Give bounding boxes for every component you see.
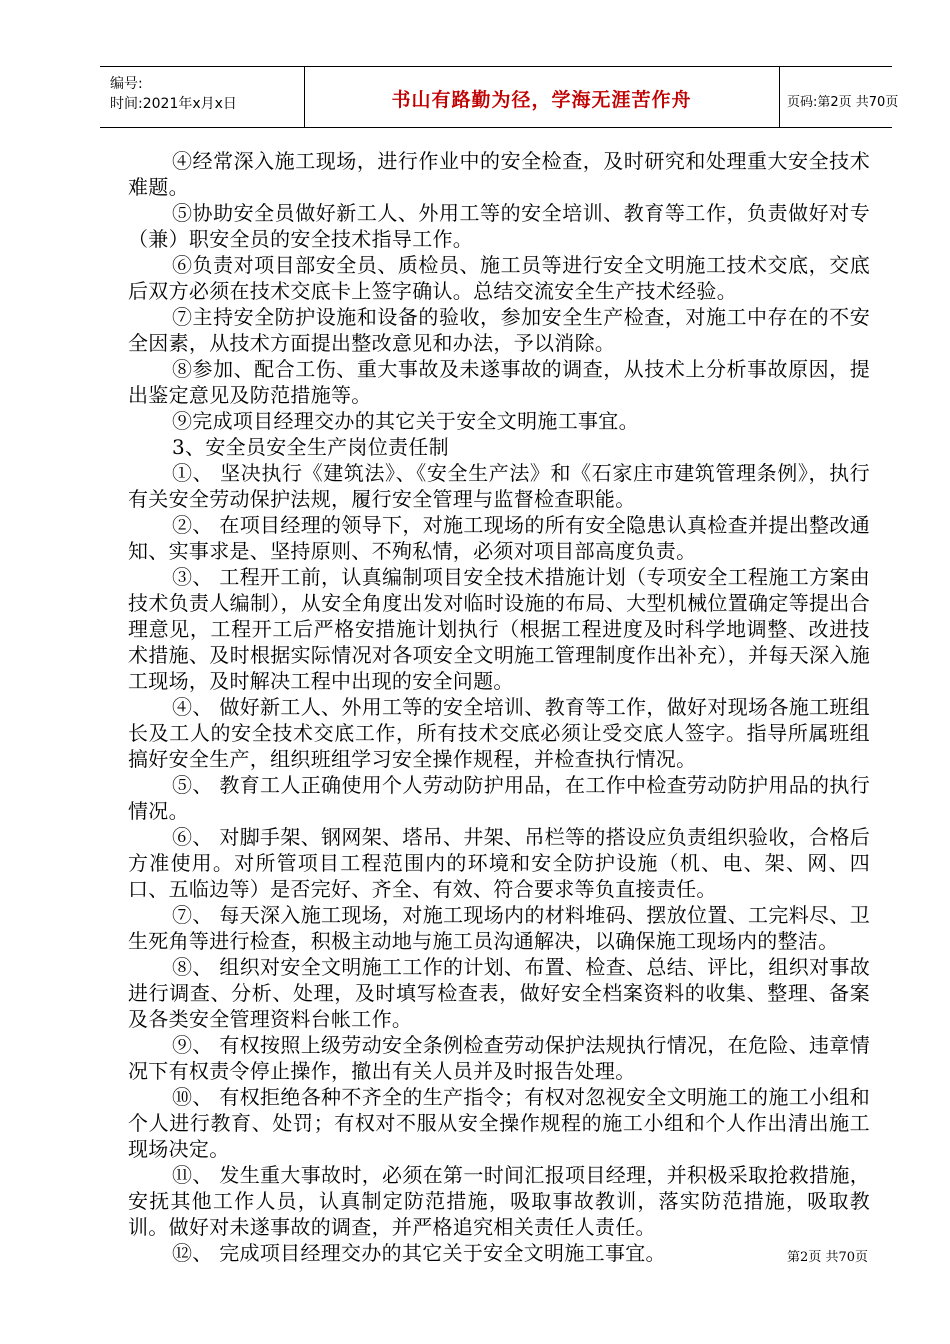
paragraph: ④经常深入施工现场，进行作业中的安全检查，及时研究和处理重大安全技术难题。 (128, 149, 870, 199)
paragraph: ⑦主持安全防护设施和设备的验收，参加安全生产检查，对施工中存在的不安全因素，从技术方面提出整改意见和办法，予以消除。 (128, 305, 870, 355)
paragraph: ⑨完成项目经理交办的其它关于安全文明施工事宜。 (172, 409, 639, 433)
document-number-label: 编号: (110, 76, 143, 92)
header-slogan-cell (304, 67, 780, 127)
paragraph: ⑫、 完成项目经理交办的其它关于安全文明施工事宜。 (172, 1241, 666, 1265)
paragraph: ⑩、 有权拒绝各种不齐全的生产指令；有权对忽视安全文明施工的施工小组和个人进行教育、处罚；有权对不服从安全操作规程的施工小组和个人作出清出施工现场决定。 (128, 1085, 870, 1161)
paragraph: ⑧参加、配合工伤、重大事故及未遂事故的调查，从技术上分析事故原因，提出鉴定意见及防范措施等。 (128, 357, 870, 407)
paragraph: ⑧、 组织对安全文明施工工作的计划、布置、检查、总结、评比，组织对事故进行调查、分析、处理，及时填写检查表，做好安全档案资料的收集、整理、备案及各类安全管理资料台帐工作。 (128, 955, 870, 1031)
header-page-cell (779, 67, 899, 127)
paragraph: ⑦、 每天深入施工现场，对施工现场内的材料堆码、摆放位置、工完料尽、卫生死角等进行检查，积极主动地与施工员沟通解决，以确保施工现场内的整洁。 (128, 903, 870, 953)
document-time-label: 时间:2021年x月x日 (110, 96, 237, 112)
header-meta-cell (100, 67, 305, 127)
header-page-number: 页码:第2页 共70页 (787, 95, 899, 110)
page-header (100, 66, 899, 128)
page-footer-number: 第2页 共70页 (787, 1250, 868, 1265)
header-slogan: 书山有路勤为径，学海无涯苦作舟 (391, 89, 692, 111)
paragraph: ⑤协助安全员做好新工人、外用工等的安全培训、教育等工作，负责做好对专（兼）职安全员的安全技术指导工作。 (128, 201, 870, 251)
paragraph: ②、 在项目经理的领导下，对施工现场的所有安全隐患认真检查并提出整改通知、实事求是、坚持原则、不殉私情，必须对项目部高度负责。 (128, 513, 870, 563)
paragraph: ⑥负责对项目部安全员、质检员、施工员等进行安全文明施工技术交底，交底后双方必须在技术交底卡上签字确认。总结交流安全生产技术经验。 (128, 253, 870, 303)
paragraph: ①、 坚决执行《建筑法》、《安全生产法》和《石家庄市建筑管理条例》，执行有关安全劳动保护法规，履行安全管理与监督检查职能。 (128, 461, 870, 511)
paragraph: ⑨、 有权按照上级劳动安全条例检查劳动保护法规执行情况，在危险、违章情况下有权责令停止操作，撤出有关人员并及时报告处理。 (128, 1033, 870, 1083)
document-body (128, 148, 870, 1266)
paragraph: ④、 做好新工人、外用工等的安全培训、教育等工作，做好对现场各施工班组长及工人的安全技术交底工作，所有技术交底必须让受交底人签字。指导所属班组搞好安全生产，组织班组学习安全操作规程，并检查执行情况。 (128, 695, 870, 771)
paragraph: ③、 工程开工前，认真编制项目安全技术措施计划（专项安全工程施工方案由技术负责人编制），从安全角度出发对临时设施的布局、大型机械位置确定等提出合理意见，工程开工后严格安措施计划执行（根据工程进度及时科学地调整、改进技术措施、及时根据实际情况对各项安全文明施工管理制度作出补充），并每天深入施工现场，及时解决工程中出现的安全问题。 (128, 565, 870, 693)
section-heading: 3、安全员安全生产岗位责任制 (172, 435, 449, 459)
paragraph: ⑥、 对脚手架、钢网架、塔吊、井架、吊栏等的搭设应负责组织验收，合格后方准使用。对所管项目工程范围内的环境和安全防护设施（机、电、架、网、四口、五临边等）是否完好、齐全、有效、符合要求等负直接责任。 (128, 825, 870, 901)
paragraph: ⑤、 教育工人正确使用个人劳动防护用品，在工作中检查劳动防护用品的执行情况。 (128, 773, 870, 823)
paragraph: ⑪、 发生重大事故时，必须在第一时间汇报项目经理，并积极采取抢救措施，安抚其他工作人员，认真制定防范措施，吸取事故教训，落实防范措施，吸取教训。做好对未遂事故的调查，并严格追究相关责任人责任。 (128, 1163, 870, 1239)
